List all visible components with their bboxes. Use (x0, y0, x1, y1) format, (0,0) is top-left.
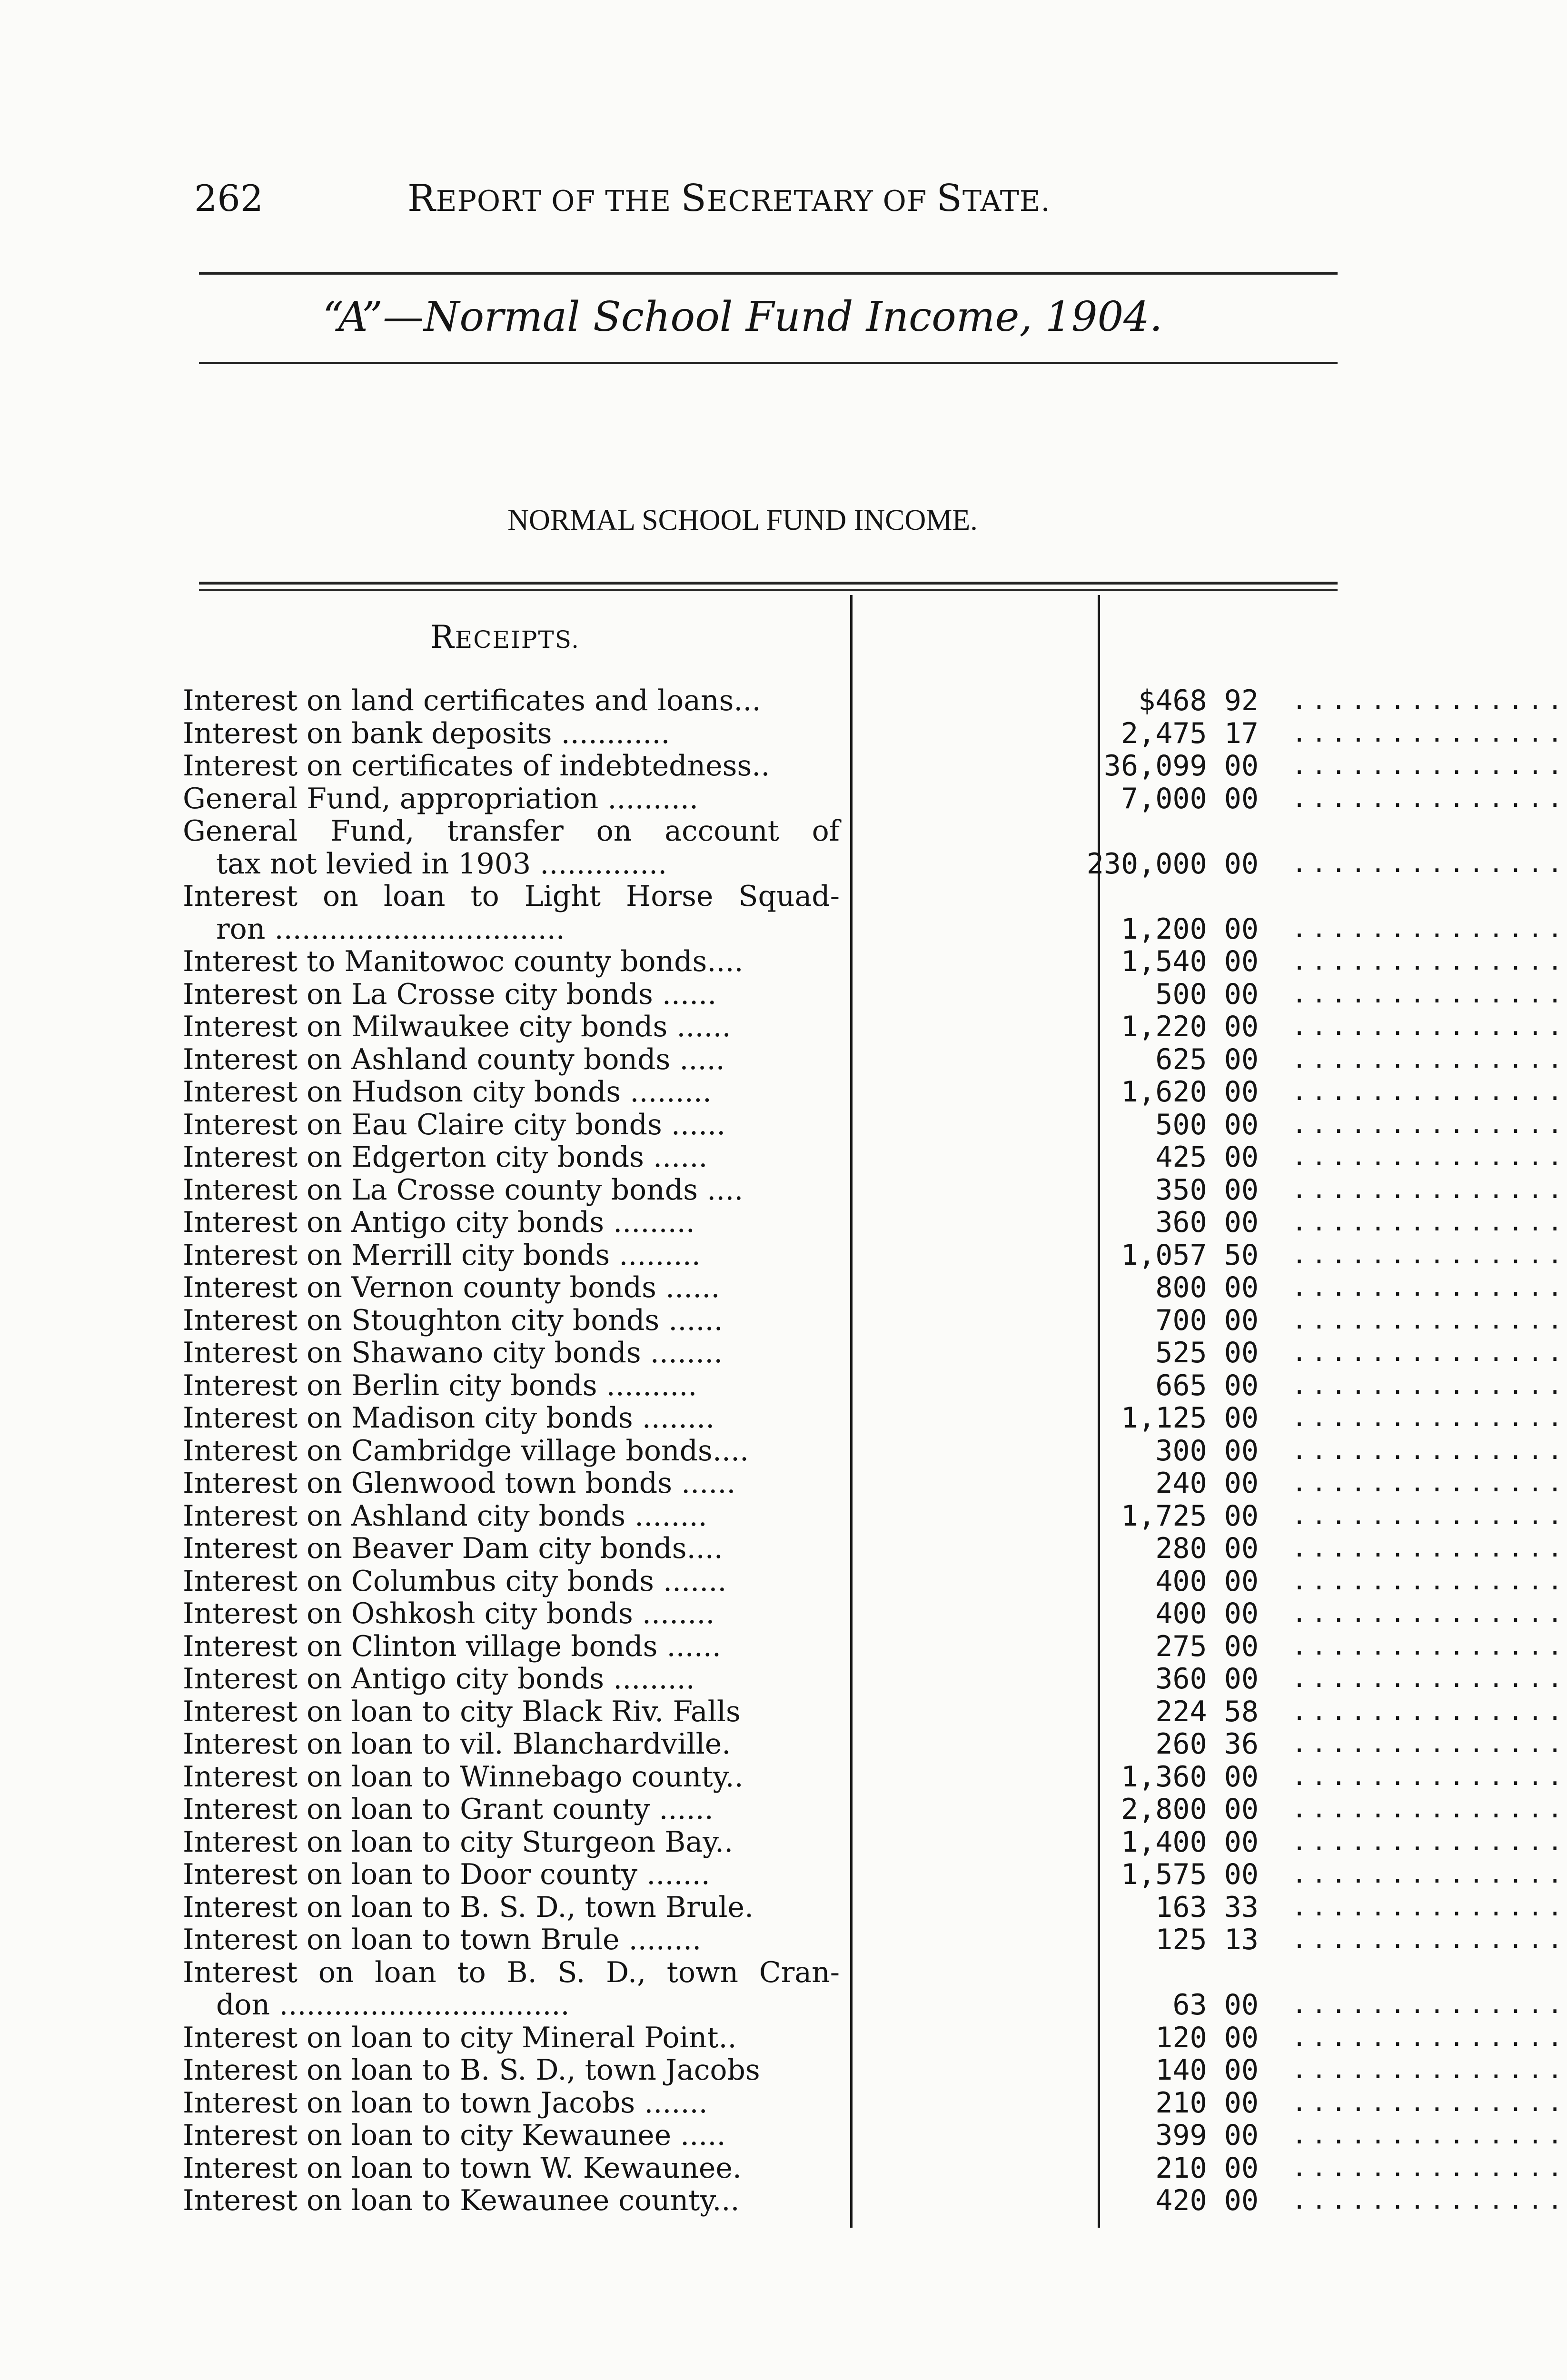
row-leader: .............. (1292, 2056, 1567, 2084)
table-row (183, 1760, 1567, 1794)
row-description: Interest on Ashland county bonds ..... (183, 1042, 725, 1076)
row-amount: 425 00 (1155, 1140, 1259, 1174)
row-description: Interest on loan to town Jacobs ....... (183, 2086, 708, 2120)
table-row (183, 2184, 1567, 2217)
table-row (183, 1434, 1567, 1468)
row-leader: .............. (1292, 1893, 1567, 1922)
row-leader: .............. (1292, 1827, 1567, 1856)
receipts-small: ECEIPTS. (455, 626, 580, 654)
table-row (183, 1695, 1567, 1728)
row-amount: 360 00 (1155, 1206, 1259, 1239)
row-description: Interest on Columbus city bonds ....... (183, 1564, 727, 1598)
row-description: Interest on Vernon county bonds ...... (183, 1271, 720, 1304)
table-row (183, 1499, 1567, 1533)
row-amount: 1,360 00 (1121, 1760, 1259, 1794)
row-leader: .............. (1292, 1795, 1567, 1824)
table-row (183, 2119, 1567, 2152)
row-amount: 1,125 00 (1121, 1401, 1259, 1435)
row-description: ron ................................ (216, 912, 565, 946)
row-description: Interest on bank deposits ............ (183, 716, 670, 750)
table-row (183, 1825, 1567, 1859)
row-description: Interest on loan to city Black Riv. Falls (183, 1695, 741, 1728)
row-leader: .............. (1292, 1045, 1567, 1074)
row-amount: 2,800 00 (1121, 1793, 1259, 1826)
row-amount: 230,000 00 (1086, 847, 1259, 881)
row-description: Interest on La Crosse county bonds .... (183, 1173, 744, 1207)
table-row (183, 880, 1567, 946)
row-amount: 210 00 (1155, 2151, 1259, 2185)
table-row (183, 1303, 1567, 1337)
table-row (183, 2151, 1567, 2185)
table-row (183, 1793, 1567, 1826)
row-amount: 240 00 (1155, 1467, 1259, 1500)
row-leader: .............. (1292, 686, 1567, 715)
row-description: Interest on certificates of indebtedness.. (183, 749, 770, 783)
table-row (183, 684, 1567, 717)
row-leader: .............. (1292, 1567, 1567, 1596)
row-amount: 63 00 (1172, 1988, 1259, 2022)
running-head-cap: S (936, 177, 962, 220)
table-row (183, 1010, 1567, 1043)
row-leader: .............. (1292, 1632, 1567, 1661)
table-row (183, 1858, 1567, 1891)
row-description: Interest on loan to Door county ....... (183, 1858, 710, 1891)
row-amount: 2,475 17 (1121, 716, 1259, 750)
row-leader: .............. (1292, 1306, 1567, 1335)
row-amount: 360 00 (1155, 1662, 1259, 1696)
row-leader: .............. (1292, 1697, 1567, 1726)
table-row (183, 1140, 1567, 1174)
row-amount: 525 00 (1155, 1336, 1259, 1369)
table-rule-thick (199, 582, 1338, 585)
row-description: General Fund, appropriation .......... (183, 782, 699, 815)
row-leader: .............. (1292, 1175, 1567, 1204)
table-row (183, 1401, 1567, 1435)
table-row (183, 1368, 1567, 1402)
row-leader: .............. (1292, 1991, 1567, 2019)
row-amount: 1,540 00 (1121, 945, 1259, 978)
running-head-small: TATE. (962, 185, 1051, 218)
row-amount: 140 00 (1155, 2053, 1259, 2087)
row-description: Interest on Stoughton city bonds ...... (183, 1303, 723, 1337)
row-leader: .............. (1292, 1665, 1567, 1693)
running-head-cap: S (681, 177, 707, 220)
row-leader: .............. (1292, 2088, 1567, 2117)
row-amount: 1,725 00 (1121, 1499, 1259, 1533)
row-amount: 275 00 (1155, 1629, 1259, 1663)
table-row (183, 749, 1567, 783)
row-leader: .............. (1292, 1925, 1567, 1954)
row-amount: 1,200 00 (1121, 912, 1259, 946)
row-description: Interest on land certificates and loans... (183, 684, 761, 717)
table-row (183, 2021, 1567, 2054)
row-description: Interest on Merrill city bonds ......... (183, 1238, 701, 1272)
table-title: NORMAL SCHOOL FUND INCOME. (507, 504, 978, 536)
row-amount: 36,099 00 (1103, 749, 1259, 783)
table-row (183, 716, 1567, 750)
row-leader: .............. (1292, 947, 1567, 976)
running-head-small: ECRETARY OF (706, 185, 937, 218)
table-row (183, 1564, 1567, 1598)
table-row (183, 1336, 1567, 1369)
row-amount: 1,400 00 (1121, 1825, 1259, 1859)
row-amount: 1,620 00 (1121, 1075, 1259, 1109)
table-row (183, 1206, 1567, 1239)
row-description: Interest on loan to Grant county ...... (183, 1793, 714, 1826)
row-leader: .............. (1292, 1469, 1567, 1497)
row-amount: 120 00 (1155, 2021, 1259, 2054)
row-amount: 350 00 (1155, 1173, 1259, 1207)
row-description: Interest on Eau Claire city bonds ...... (183, 1108, 726, 1141)
row-description: Interest on loan to city Mineral Point.. (183, 2021, 737, 2054)
row-description: Interest on loan to Kewaunee county... (183, 2184, 740, 2217)
row-leader: .............. (1292, 719, 1567, 748)
row-description: Interest on Oshkosh city bonds ........ (183, 1597, 715, 1630)
row-amount: 400 00 (1155, 1564, 1259, 1598)
row-amount: 700 00 (1155, 1303, 1259, 1337)
row-description: Interest on loan to vil. Blanchardville. (183, 1727, 731, 1761)
table-row (183, 1075, 1567, 1109)
row-leader: .............. (1292, 1110, 1567, 1139)
row-description: Interest on loan to town W. Kewaunee. (183, 2151, 742, 2185)
row-amount: 210 00 (1155, 2086, 1259, 2120)
row-amount: 224 58 (1155, 1695, 1259, 1728)
row-description: Interest on Madison city bonds ........ (183, 1401, 715, 1435)
receipts-heading (430, 619, 580, 655)
row-leader: .............. (1292, 1339, 1567, 1367)
table-row (183, 1955, 1567, 2022)
header-rule-top (199, 272, 1338, 275)
row-amount: 399 00 (1155, 2119, 1259, 2152)
page-subtitle: “A”—Normal School Fund Income, 1904. (322, 293, 1163, 341)
row-amount: 500 00 (1155, 977, 1259, 1011)
row-amount: 625 00 (1155, 1042, 1259, 1076)
row-leader: .............. (1292, 1404, 1567, 1432)
row-amount: $468 92 (1138, 684, 1259, 717)
table-row (183, 977, 1567, 1011)
table-row (183, 814, 1567, 881)
row-description: Interest on La Crosse city bonds ...... (183, 977, 717, 1011)
receipts-cap: R (430, 619, 455, 655)
row-amount: 280 00 (1155, 1532, 1259, 1565)
row-leader: .............. (1292, 849, 1567, 878)
row-amount: 7,000 00 (1121, 782, 1259, 815)
row-leader: .............. (1292, 1534, 1567, 1563)
row-description: Interest on Shawano city bonds ........ (183, 1336, 723, 1369)
running-head-cap: R (407, 177, 436, 220)
row-amount: 1,220 00 (1121, 1010, 1259, 1043)
row-description: Interest on Berlin city bonds .......... (183, 1368, 697, 1402)
running-head-small: EPORT OF THE (436, 185, 681, 218)
row-description: Interest on loan to B. S. D., town Brule. (183, 1890, 754, 1924)
row-amount: 400 00 (1155, 1597, 1259, 1630)
table-row (183, 1890, 1567, 1924)
row-leader: .............. (1292, 2186, 1567, 2215)
row-description: Interest on loan to Winnebago county.. (183, 1760, 744, 1794)
row-leader: .............. (1292, 1730, 1567, 1758)
table-row (183, 2086, 1567, 2120)
table-row (183, 1108, 1567, 1141)
table-row (183, 2053, 1567, 2087)
row-description: Interest on Cambridge village bonds.... (183, 1434, 749, 1468)
table-row (183, 1467, 1567, 1500)
row-leader: .............. (1292, 1208, 1567, 1237)
row-amount: 420 00 (1155, 2184, 1259, 2217)
row-amount: 260 36 (1155, 1727, 1259, 1761)
running-head (407, 177, 1051, 220)
row-amount: 163 33 (1155, 1890, 1259, 1924)
row-leader: .............. (1292, 1599, 1567, 1628)
row-description: Interest on loan to city Kewaunee ..... (183, 2119, 726, 2152)
table-row (183, 1238, 1567, 1272)
row-leader: .............. (1292, 2153, 1567, 2182)
table-row (183, 1662, 1567, 1696)
table-row (183, 1173, 1567, 1207)
row-description: General Fund, transfer on account of (183, 814, 840, 848)
row-amount: 1,575 00 (1121, 1858, 1259, 1891)
row-leader: .............. (1292, 1143, 1567, 1171)
row-amount: 665 00 (1155, 1368, 1259, 1402)
row-description: Interest on loan to Light Horse Squad- (183, 880, 840, 913)
row-leader: .............. (1292, 1371, 1567, 1400)
row-description: Interest on Clinton village bonds ...... (183, 1629, 721, 1663)
row-leader: .............. (1292, 1240, 1567, 1269)
row-leader: .............. (1292, 1078, 1567, 1106)
row-description: Interest on loan to B. S. D., town Cran- (183, 1955, 840, 1989)
table-row (183, 1727, 1567, 1761)
row-description: Interest on Hudson city bonds ......... (183, 1075, 712, 1109)
row-description: Interest on Beaver Dam city bonds.... (183, 1532, 723, 1565)
row-description: Interest to Manitowoc county bonds.... (183, 945, 744, 978)
row-description: Interest on loan to B. S. D., town Jacobs (183, 2053, 760, 2087)
row-description: Interest on Antigo city bonds ......... (183, 1206, 695, 1239)
row-leader: .............. (1292, 752, 1567, 780)
table-row (183, 945, 1567, 978)
row-leader: .............. (1292, 1860, 1567, 1889)
row-description: Interest on Antigo city bonds ......... (183, 1662, 695, 1696)
row-amount: 500 00 (1155, 1108, 1259, 1141)
row-amount: 300 00 (1155, 1434, 1259, 1468)
row-description: Interest on loan to city Sturgeon Bay.. (183, 1825, 734, 1859)
row-description: Interest on loan to town Brule ........ (183, 1923, 702, 1956)
table-row (183, 1629, 1567, 1663)
row-leader: .............. (1292, 914, 1567, 943)
row-leader: .............. (1292, 1436, 1567, 1465)
row-leader: .............. (1292, 2023, 1567, 2052)
table-row (183, 1532, 1567, 1565)
row-leader: .............. (1292, 1501, 1567, 1530)
page-number: 262 (194, 177, 264, 219)
row-leader: .............. (1292, 784, 1567, 813)
table-row (183, 1042, 1567, 1076)
row-description: Interest on Glenwood town bonds ...... (183, 1467, 736, 1500)
row-amount: 800 00 (1155, 1271, 1259, 1304)
row-amount: 125 13 (1155, 1923, 1259, 1956)
row-leader: .............. (1292, 2121, 1567, 2150)
row-description: don ................................ (216, 1988, 570, 2022)
table-row (183, 1271, 1567, 1304)
row-description: Interest on Ashland city bonds ........ (183, 1499, 707, 1533)
header-rule-bottom (199, 362, 1338, 364)
row-leader: .............. (1292, 1762, 1567, 1791)
row-leader: .............. (1292, 1012, 1567, 1041)
row-amount: 1,057 50 (1121, 1238, 1259, 1272)
row-leader: .............. (1292, 980, 1567, 1009)
row-description: Interest on Edgerton city bonds ...... (183, 1140, 708, 1174)
table-row (183, 1597, 1567, 1630)
row-description: tax not levied in 1903 .............. (216, 847, 667, 881)
row-leader: .............. (1292, 1273, 1567, 1302)
row-description: Interest on Milwaukee city bonds ...... (183, 1010, 731, 1043)
table-row (183, 1923, 1567, 1956)
table-row (183, 782, 1567, 815)
table-rule-thin (199, 589, 1338, 591)
